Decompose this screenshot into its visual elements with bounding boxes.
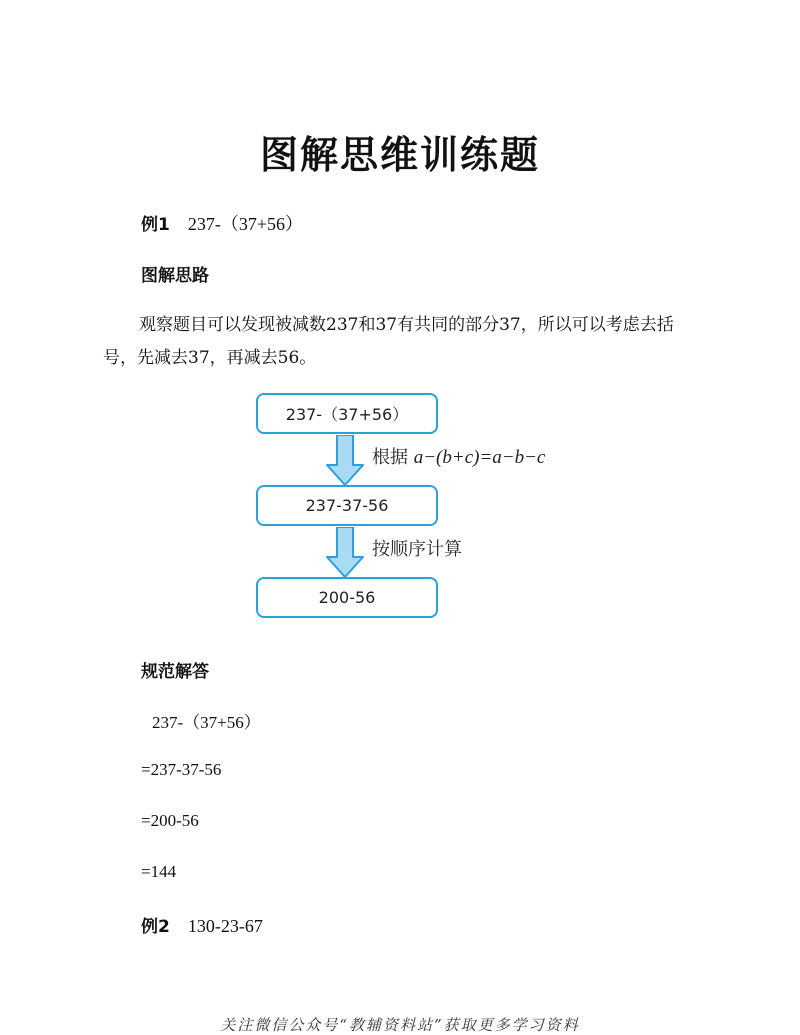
footer-note: 关注微信公众号“教辅资料站”获取更多学习资料 bbox=[220, 1016, 580, 1034]
flow-box-1: 237-（37+56） bbox=[256, 393, 438, 434]
example-2-label: 例2 bbox=[141, 917, 170, 937]
example-2-expression: 130-23-67 bbox=[187, 916, 263, 936]
solution-line-2: =237-37-56 bbox=[141, 760, 222, 779]
explanation-paragraph: 观察题目可以发现被减数237和37有共同的部分37，所以可以考虑去括号，先减去37，再减去56。 bbox=[103, 315, 674, 368]
flow-box-2: 237-37-56 bbox=[256, 485, 438, 526]
example-1-label: 例1 bbox=[141, 215, 170, 235]
example-2 bbox=[141, 912, 263, 937]
solution-line-1: 237-（37+56） bbox=[152, 713, 261, 732]
down-arrow-2-icon bbox=[326, 527, 364, 579]
example-1-expression: 237-（37+56） bbox=[187, 214, 303, 234]
flow-note-2: 按顺序计算 bbox=[372, 539, 462, 560]
solution-line-4: =144 bbox=[141, 862, 177, 881]
page-title: 图解思维训练题 bbox=[259, 132, 540, 177]
section-heading-answer: 规范解答 bbox=[141, 662, 209, 682]
down-arrow-1-icon bbox=[326, 435, 364, 487]
solution-line-3: =200-56 bbox=[141, 811, 199, 830]
section-heading-idea: 图解思路 bbox=[141, 266, 209, 286]
example-1 bbox=[141, 210, 303, 236]
flow-note-1-prefix: 根据 bbox=[372, 447, 408, 468]
flow-note-1 bbox=[372, 443, 545, 469]
flow-note-1-formula: a−(b+c)=a−b−c bbox=[413, 447, 546, 468]
flow-box-3: 200-56 bbox=[256, 577, 438, 618]
